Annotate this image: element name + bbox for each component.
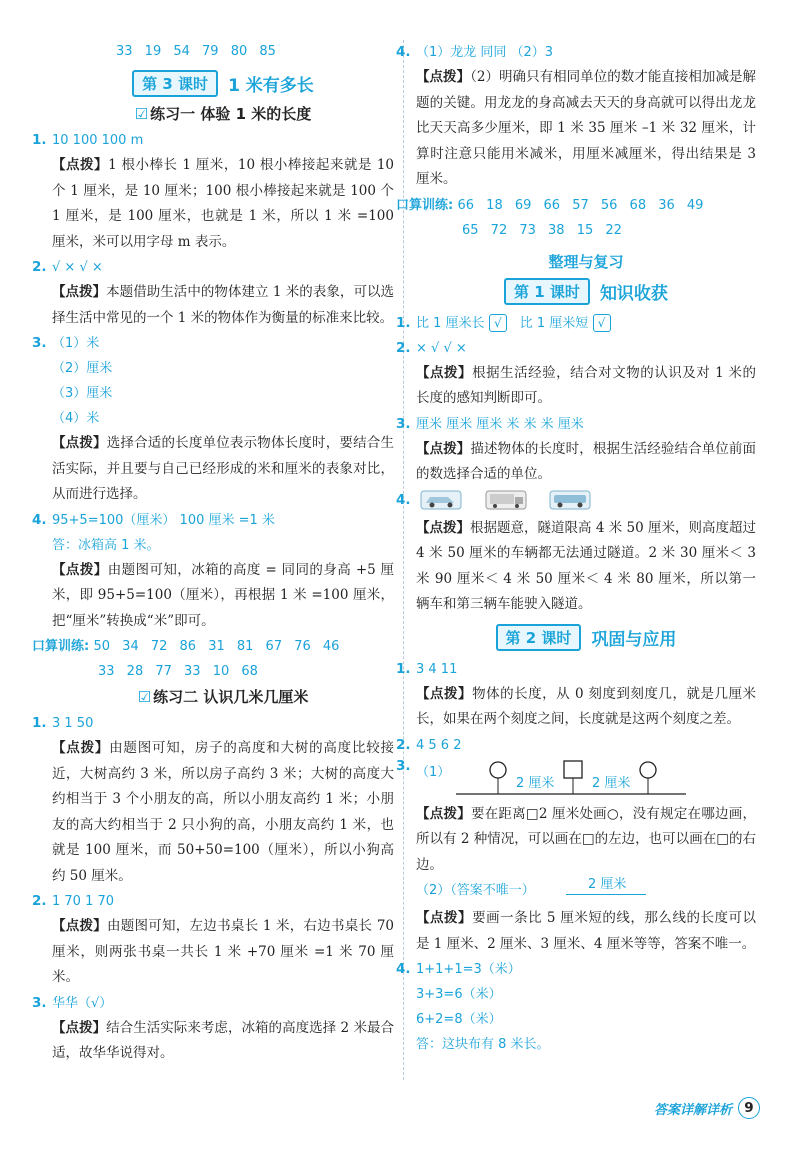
p2-hint-2: 【点拨】由题图可知，左边书桌长 1 米，右边书桌长 70 厘米，则两张书桌一共长 1 米 +70 厘米 =1 米 70 厘米。 [52, 918, 395, 985]
truck-icon [485, 490, 527, 510]
c-question-2: 2. 4 5 6 2 [396, 736, 462, 753]
answer-line [566, 894, 646, 895]
check-mark-box: √ [489, 314, 507, 332]
lesson-3-header [52, 70, 394, 97]
circle-icon: ○ [606, 805, 619, 822]
right-column [396, 40, 757, 1057]
checkbox-icon: ☑ [134, 105, 149, 123]
practice-2-title: ☑ 练习二 认识几米几厘米 [137, 688, 309, 706]
c-question-4: 4. 1+1+1=3（米） [396, 961, 521, 977]
question-1: 1. 10 100 100 m [32, 132, 144, 148]
answer-3-4: （4）米 [52, 411, 100, 426]
k-hint-2: 【点拨】根据生活经验，结合对文物的认识及对 1 米的长度的感知判断即可。 [416, 364, 757, 406]
calc-training-2: 口算训练: 66 18 69 66 57 56 68 36 49 [396, 197, 704, 213]
lesson-title: 知识收获 [599, 283, 668, 304]
hint-4: 【点拨】由题图可知，冰箱的高度 = 同同的身高 +5 厘米，即 95+5=100（厘米），再根据 1 米 =100 厘米，把“厘米”转换成“米”即可。 [52, 561, 394, 629]
p2-hint-1: 【点拨】由题图可知，房子的高度和大树的高度比较接近，大树高约 3 米，所以房子高约 3 米；大树的高度大约相当于 3 个小朋友的高，所以小朋友高约 1 米；小朋友的高大约相当于 2 只小狗的高，小朋友高约 1 米，也就是 100 厘米，而 50+50=100（厘米），所以小狗高约 50 厘米。 [52, 740, 395, 884]
lesson-title: 巩固与应用 [591, 629, 677, 650]
calc-training-1-row2: 33 28 77 33 10 68 [98, 664, 258, 679]
hint-3: 【点拨】选择合适的长度单位表示物体长度时，要结合生活实际，并且要与自己已经形成的米和厘米的表象对比，从而进行选择。 [52, 435, 394, 502]
c4-line-3: 6+2=8（米） [416, 1012, 502, 1027]
lesson-box: 第 2 课时 [496, 624, 582, 651]
hint-1: 【点拨】1 根小棒长 1 厘米，10 根小棒接起来就是 10 个 1 厘米，是 10 厘米；100 根小棒接起来就是 100 个 1 厘米，是 100 厘米，也就是 1 米，所以 1 米 =100 厘米，米可以用字母 m 表示。 [52, 157, 395, 250]
c-question-3-part2: （2）（答案不唯一） 2 厘米 [416, 878, 756, 906]
review-title: 整理与复习 [548, 252, 624, 271]
p2-hint-3: 【点拨】结合生活实际来考虑，冰箱的高度选择 2 米最合适，故华华说得对。 [52, 1019, 395, 1061]
page-number: 9 [738, 1097, 760, 1119]
answer-4: 答：冰箱高 1 米。 [52, 537, 160, 553]
square-icon: □ [716, 831, 729, 847]
answer-3-2: （2）厘米 [52, 361, 113, 376]
k-question-2: 2. × √ √ × [396, 339, 467, 356]
k-question-4: 4. [416, 488, 756, 516]
k-question-1: 1. 比 1 厘米长 √ 比 1 厘米短 √ [416, 311, 756, 336]
p2-question-1: 1. 3 1 50 [32, 715, 94, 731]
line-label: 2 厘米 [588, 877, 627, 892]
c-question-1: 1. 3 4 11 [396, 660, 458, 677]
question-3: 3. （1）米 [32, 335, 100, 351]
footer-label: 答案详解详析 [653, 1102, 732, 1118]
check-mark-box: √ [593, 314, 611, 332]
checkbox-icon: ☑ [137, 688, 152, 706]
lesson-title: 1 米有多长 [228, 76, 314, 96]
p2-question-3: 3. 华华（√） [32, 994, 113, 1011]
page-footer [654, 1097, 760, 1119]
calc-training-2-row2: 65 72 73 38 15 22 [462, 222, 622, 238]
column-divider [403, 40, 404, 1080]
segment-label-1: 2 厘米 [516, 775, 555, 791]
c-hint-3-2: 【点拨】要画一条比 5 厘米短的线，那么线的长度可以是 1 厘米、2 厘米、3 厘米、4 厘米等等，答案不唯一。 [416, 910, 757, 952]
car-icon [420, 490, 462, 510]
calc-training-1: 口算训练: 50 34 72 86 31 81 67 76 46 [32, 639, 340, 654]
c-question-3: 3. （1） 2 厘米 2 厘米 [416, 758, 756, 802]
k-question-3: 3. 厘米 厘米 厘米 米 米 米 厘米 [396, 415, 584, 432]
practice-1-title: ☑ 练习一 体验 1 米的长度 [134, 105, 312, 123]
r-hint-4: 【点拨】（2）明确只有相同单位的数才能直接相加减是解题的关键。用龙龙的身高减去天天的身高就可以得出龙龙比天天高多少厘米，即 1 米 35 厘米 –1 米 32 厘米，计算时注意只能用米减米，用厘米减厘米，得出结果是 3 厘米。 [416, 69, 756, 187]
lesson-box: 第 3 课时 [132, 70, 218, 97]
question-4: 4. 95+5=100（厘米） 100 厘米 =1 米 [32, 511, 275, 528]
hint-2: 【点拨】本题借助生活中的物体建立 1 米的表象，可以选择生活中常见的一个 1 米的物体作为衡量的标准来比较。 [52, 284, 395, 326]
c-hint-3: 【点拨】要在距离□2 厘米处画○，没有规定在哪边画，所以有 2 种情况，可以画在□的左边，也可以画在□的右边。 [416, 805, 757, 873]
p2-question-2: 2. 1 70 1 70 [32, 893, 115, 909]
question-2: 2. √ × √ × [32, 259, 103, 275]
left-column [32, 40, 395, 1067]
square-icon: □ [581, 831, 595, 847]
answer-3-3: （3）厘米 [52, 386, 113, 401]
k-hint-3: 【点拨】描述物体的长度时，根据生活经验结合单位前面的数选择合适的单位。 [416, 440, 757, 482]
review-lesson-2-header [416, 624, 756, 651]
c4-answer: 答：这块布有 8 米长。 [416, 1037, 550, 1052]
review-lesson-1-header [416, 278, 756, 305]
bus-icon [549, 490, 591, 510]
lesson-box: 第 1 课时 [504, 278, 590, 305]
k-hint-4: 【点拨】根据题意，隧道限高 4 米 50 厘米，则高度超过 4 米 50 厘米的车辆都无法通过隧道。2 米 30 厘米＜ 3 米 90 厘米＜ 4 米 50 厘米＜ 4 米 80 厘米，所以第一辆车和第三辆车能驶入隧道。 [416, 519, 756, 612]
top-numbers: 33 19 54 79 80 85 [116, 44, 276, 59]
r-question-4: 4. （1）龙龙 同同 （2）3 [396, 44, 554, 60]
c4-line-2: 3+3=6（米） [416, 987, 502, 1002]
square-icon: □ [525, 805, 539, 822]
segment-label-2: 2 厘米 [592, 775, 631, 791]
shape-line-diagram [456, 758, 686, 802]
c-hint-1: 【点拨】物体的长度，从 0 刻度到刻度几，就是几厘米长，如果在两个刻度之间，长度就是这两个刻度之差。 [416, 685, 757, 727]
